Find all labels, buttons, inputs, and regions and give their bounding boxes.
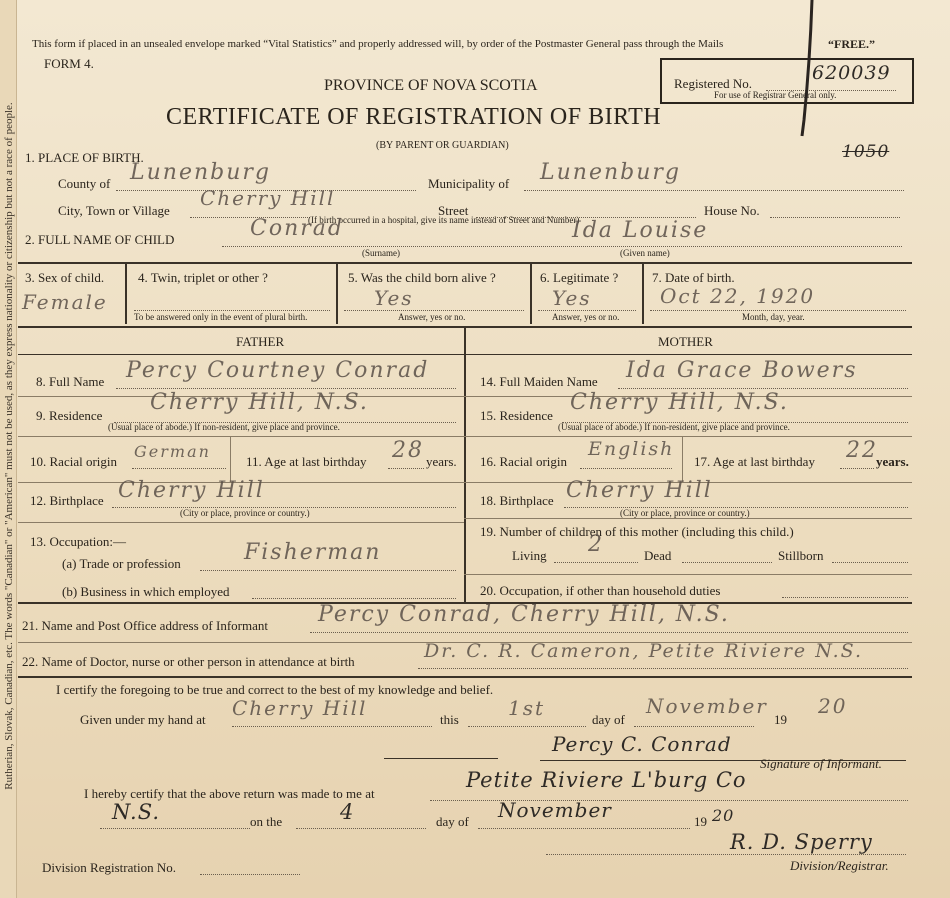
registrar-month: November <box>498 798 612 822</box>
side-note: Rutherian, Slovak, Canadian, etc. The words "Canadian" or "American" must not be used, as they express nationality or citizenship but not a race of people. <box>3 102 15 790</box>
mother-age-label: 17. Age at last birthday <box>694 454 815 469</box>
mother-birthplace-note: (City or place, province or country.) <box>620 508 750 518</box>
business-label: (b) Business in which employed <box>62 584 230 599</box>
living-count: 2 <box>588 532 604 557</box>
father-birthplace-note: (City or place, province or country.) <box>180 508 310 518</box>
registrar-province: N.S. <box>112 800 161 824</box>
struck-number: 1050 <box>842 142 890 162</box>
mother-residence-note: (Usual place of abode.) If non-resident, give place and province. <box>558 422 790 432</box>
children-count-label: 19. Number of children of this mother (including this child.) <box>480 524 794 539</box>
given-under-label: Given under my hand at <box>80 712 206 727</box>
ink-stroke <box>790 0 820 140</box>
given-year: 20 <box>818 694 848 718</box>
father-name: Percy Courtney Conrad <box>126 358 430 383</box>
surname-caption: (Surname) <box>362 248 400 258</box>
legit-label: 6. Legitimate ? <box>540 270 619 285</box>
province-title: PROVINCE OF NOVA SCOTIA <box>324 77 538 94</box>
father-years: years. <box>426 454 457 469</box>
certify-statement: I certify the foregoing to be true and correct to the best of my knowledge and belief. <box>56 682 494 697</box>
registered-label: Registered No. <box>674 76 752 91</box>
mother-occupation-label: 20. Occupation, if other than household duties <box>480 583 721 598</box>
registrar-signature: R. D. Sperry <box>730 830 873 854</box>
year-prefix: 19 <box>774 712 787 727</box>
alive-label: 5. Was the child born alive ? <box>348 270 496 285</box>
mother-residence-label: 15. Residence <box>480 408 553 423</box>
postal-note: This form if placed in an unsealed envelope marked “Vital Statistics” and properly addressed will, by order of the Postmaster General pass through the Mails <box>32 38 724 50</box>
given-caption: (Given name) <box>620 248 670 258</box>
father-age: 28 <box>392 438 424 463</box>
registrar-day: 4 <box>340 800 355 824</box>
free-label: “FREE.” <box>828 37 876 51</box>
this-label: this <box>440 712 459 727</box>
father-name-label: 8. Full Name <box>36 374 105 389</box>
father-heading: FATHER <box>236 334 285 349</box>
legit-note: Answer, yes or no. <box>552 312 620 322</box>
twin-label: 4. Twin, triplet or other ? <box>138 270 268 285</box>
father-birthplace: Cherry Hill <box>118 478 265 503</box>
father-residence-note: (Usual place of abode.) If non-resident, give place and province. <box>108 422 340 432</box>
registrar-statement: I hereby certify that the above return was made to me at <box>84 786 375 801</box>
county-label: County of <box>58 176 111 191</box>
given-place: Cherry Hill <box>232 696 368 720</box>
sex-value: Female <box>22 290 108 314</box>
registrar-day-of-label: day of <box>436 814 469 829</box>
living-label: Living <box>512 548 547 563</box>
father-age-label: 11. Age at last birthday <box>246 454 367 469</box>
mother-name: Ida Grace Bowers <box>626 358 858 383</box>
registrar-caption: Division/Registrar. <box>790 858 889 873</box>
registrar-note: For use of Registrar General only. <box>714 90 837 100</box>
mother-name-label: 14. Full Maiden Name <box>480 374 598 389</box>
father-racial: German <box>134 442 211 461</box>
dob-label: 7. Date of birth. <box>652 270 735 285</box>
alive-value: Yes <box>374 286 414 310</box>
place-heading: 1. PLACE OF BIRTH. <box>25 150 144 165</box>
informant-value: Percy Conrad, Cherry Hill, N.S. <box>318 602 730 627</box>
mother-racial: English <box>588 438 675 460</box>
mother-age: 22 <box>846 438 878 463</box>
informant-label: 21. Name and Post Office address of Informant <box>22 618 268 633</box>
mother-birthplace: Cherry Hill <box>566 478 713 503</box>
stillborn-label: Stillborn <box>778 548 824 563</box>
mother-heading: MOTHER <box>658 334 713 349</box>
registrar-year: 20 <box>712 806 735 825</box>
child-name-label: 2. FULL NAME OF CHILD <box>25 232 175 247</box>
mother-residence: Cherry Hill, N.S. <box>570 390 789 415</box>
day-of-label: day of <box>592 712 625 727</box>
father-birthplace-label: 12. Birthplace <box>30 493 104 508</box>
doctor-label: 22. Name of Doctor, nurse or other person in attendance at birth <box>22 654 355 669</box>
father-occupation-label: 13. Occupation:— <box>30 534 127 549</box>
given-day: 1st <box>508 696 546 720</box>
trade-label: (a) Trade or profession <box>62 556 181 571</box>
dob-note: Month, day, year. <box>742 312 805 322</box>
house-label: House No. <box>704 203 760 218</box>
mother-years: years. <box>876 454 909 469</box>
father-racial-label: 10. Racial origin <box>30 454 118 469</box>
registered-number: 620039 <box>812 62 891 84</box>
twin-note: To be answered only in the event of plural birth. <box>134 312 308 322</box>
father-residence-label: 9. Residence <box>36 408 103 423</box>
registrar-year-prefix: 19 <box>694 814 707 829</box>
municipality-label: Municipality of <box>428 176 510 191</box>
father-residence: Cherry Hill, N.S. <box>150 390 369 415</box>
dob-value: Oct 22, 1920 <box>660 284 816 308</box>
city-value: Cherry Hill <box>200 186 336 210</box>
informant-signature-caption: Signature of Informant. <box>760 756 882 771</box>
dead-label: Dead <box>644 548 672 563</box>
registrar-place: Petite Riviere L'burg Co <box>466 768 747 792</box>
division-registration-label: Division Registration No. <box>42 860 176 875</box>
page-title: CERTIFICATE OF REGISTRATION OF BIRTH <box>166 104 662 130</box>
father-trade: Fisherman <box>244 540 382 565</box>
on-the-label: on the <box>250 814 283 829</box>
form-number: FORM 4. <box>44 56 94 71</box>
informant-signature: Percy C. Conrad <box>552 732 732 756</box>
legit-value: Yes <box>552 286 592 310</box>
alive-note: Answer, yes or no. <box>398 312 466 322</box>
city-label: City, Town or Village <box>58 203 170 218</box>
hospital-note: (If birth occurred in a hospital, give its name instead of Street and Number) <box>308 215 580 225</box>
mother-racial-label: 16. Racial origin <box>480 454 568 469</box>
doctor-value: Dr. C. R. Cameron, Petite Riviere N.S. <box>424 640 864 662</box>
side-margin <box>0 0 17 898</box>
given-month: November <box>646 694 768 718</box>
mother-birthplace-label: 18. Birthplace <box>480 493 554 508</box>
child-given-name: Ida Louise <box>572 218 709 243</box>
child-surname: Conrad <box>250 216 344 241</box>
municipality-value: Lunenburg <box>540 160 681 185</box>
street-label: Street <box>438 203 469 218</box>
page-subtitle: (BY PARENT OR GUARDIAN) <box>376 140 509 151</box>
county-value: Lunenburg <box>130 160 271 185</box>
sex-label: 3. Sex of child. <box>25 270 105 285</box>
